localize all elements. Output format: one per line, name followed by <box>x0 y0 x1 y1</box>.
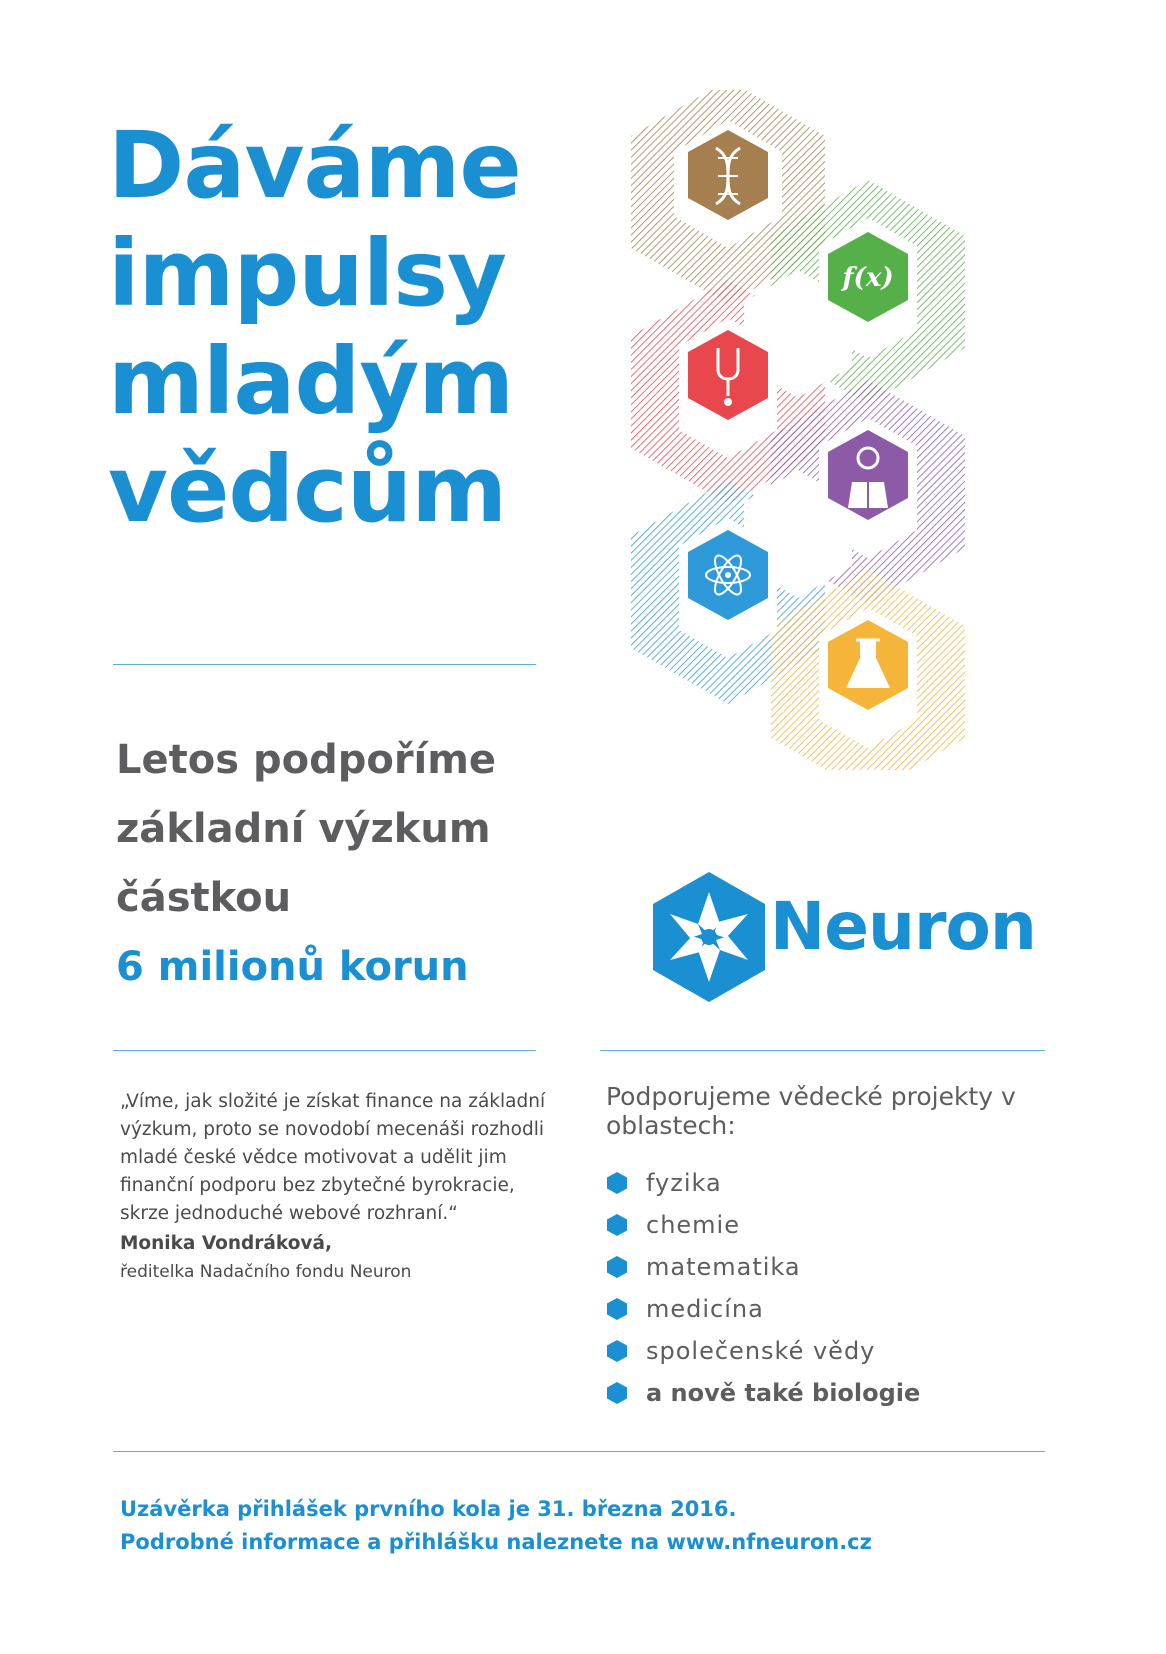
quote-author-role: ředitelka Nadačního fondu Neuron <box>120 1262 412 1282</box>
footer-info: Podrobné informace a přihlášku naleznete na www.nfneuron.cz <box>120 1530 872 1554</box>
headline-line: vědcům <box>108 436 507 543</box>
quote-text: „Víme, jak složité je získat finance na základní výzkum, proto se novodobí mecenáši rozhodli mladé české vědce motivovat a udělit jim finanční podporu bez zbytečné byrokracie, skrze jednoduché webové rozhraní.“ <box>120 1091 546 1224</box>
quote-author: Monika Vondráková, <box>120 1233 332 1254</box>
list-item <box>606 1246 1036 1288</box>
divider <box>113 1050 536 1051</box>
areas-list <box>606 1162 1036 1414</box>
hexagon-bullet-icon <box>606 1340 628 1362</box>
area-label: společenské vědy <box>646 1337 876 1365</box>
science-hexagon-graphic <box>620 90 1000 770</box>
hexagon-bullet-icon <box>606 1214 628 1236</box>
subheadline <box>116 726 556 1002</box>
brand-name: Neuron <box>770 888 1036 965</box>
area-label: fyzika <box>646 1169 722 1197</box>
headline-line: impulsy <box>108 220 507 327</box>
fx-label: f(x) <box>842 263 894 293</box>
list-item <box>606 1330 1036 1372</box>
headline <box>108 112 628 544</box>
area-label: chemie <box>646 1211 740 1239</box>
subhead-line: základní výzkum <box>116 806 491 852</box>
headline-line: mladým <box>108 328 514 435</box>
neuron-logo-icon <box>644 872 774 1002</box>
list-item <box>606 1204 1036 1246</box>
research-areas <box>606 1082 1036 1414</box>
hexagon-bullet-icon <box>606 1172 628 1194</box>
divider <box>113 1451 1045 1452</box>
subhead-amount: 6 milionů korun <box>116 944 469 990</box>
area-label: matematika <box>646 1253 801 1281</box>
subhead-line: Letos podpoříme <box>116 737 497 783</box>
list-item <box>606 1288 1036 1330</box>
area-label: a nově také biologie <box>646 1379 921 1407</box>
list-item <box>606 1372 1036 1414</box>
hexagon-bullet-icon <box>606 1298 628 1320</box>
subhead-line: částkou <box>116 875 292 921</box>
hexagon-bullet-icon <box>606 1256 628 1278</box>
areas-intro: Podporujeme vědecké projekty v oblastech: <box>606 1082 1016 1140</box>
footer <box>120 1493 1020 1559</box>
hexagon-bullet-icon <box>606 1382 628 1404</box>
area-label: medicína <box>646 1295 764 1323</box>
divider <box>113 664 536 665</box>
quote-block <box>120 1088 550 1286</box>
divider <box>600 1050 1045 1051</box>
footer-deadline: Uzávěrka přihlášek prvního kola je 31. března 2016. <box>120 1497 737 1521</box>
headline-line: Dáváme <box>108 112 521 219</box>
list-item <box>606 1162 1036 1204</box>
